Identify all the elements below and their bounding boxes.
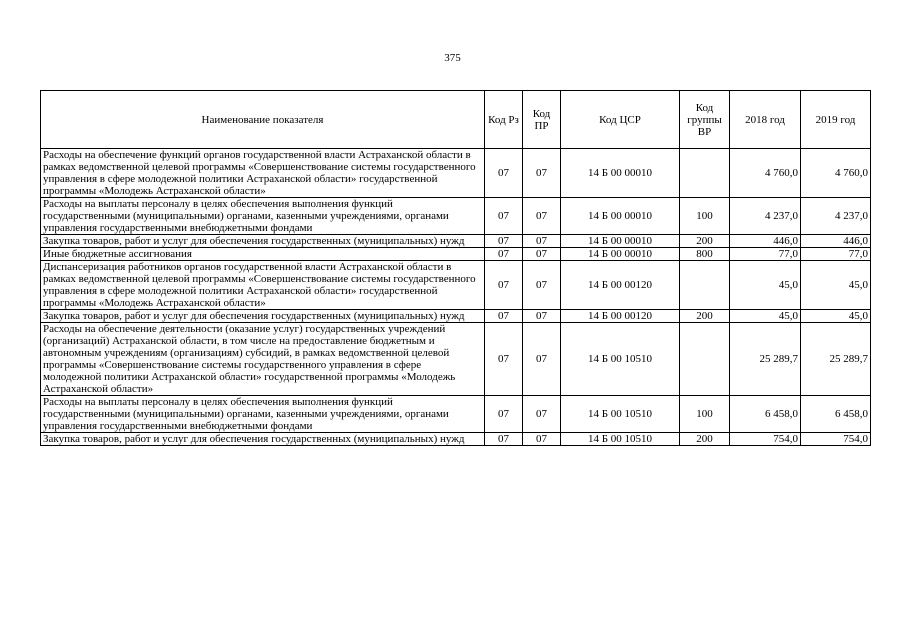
- row-pr: 07: [523, 323, 561, 396]
- header-2019: 2019 год: [801, 91, 871, 149]
- header-csr: Код ЦСР: [561, 91, 680, 149]
- row-pr: 07: [523, 433, 561, 446]
- row-2018: 4 760,0: [730, 149, 801, 198]
- row-csr: 14 Б 00 10510: [561, 323, 680, 396]
- row-rz: 07: [485, 235, 523, 248]
- page-number: 375: [444, 52, 461, 64]
- row-rz: 07: [485, 396, 523, 433]
- row-csr: 14 Б 00 00010: [561, 198, 680, 235]
- row-name: Расходы на обеспечение деятельности (оказание услуг) государственных учреждений (организаций) Астраханской области, в том числе на предоставление бюджетным и автономным учреждениям (организациям) субсидий, в рамках ведомственной целевой программы «Совершенствование системы государственного управления в сфере молодежной политики Астраханской области» государственной программы «Молодежь Астраханской области»: [41, 323, 485, 396]
- table-row: [41, 198, 871, 235]
- header-2018: 2018 год: [730, 91, 801, 149]
- row-name: Расходы на обеспечение функций органов государственной власти Астраханской области в рамках ведомственной целевой программы «Совершенствование системы государственного управления в сфере молодежной политики Астраханской области» государственной программы «Молодежь Астраханской области»: [41, 149, 485, 198]
- row-2018: 77,0: [730, 248, 801, 261]
- header-pr: Код ПР: [523, 91, 561, 149]
- row-2019: 6 458,0: [801, 396, 871, 433]
- row-rz: 07: [485, 248, 523, 261]
- row-name: Диспансеризация работников органов государственной власти Астраханской области в рамках ведомственной целевой программы «Совершенствование системы государственного управления в сфере молодежной политики Астраханской области» государственной программы «Молодежь Астраханской области»: [41, 261, 485, 310]
- budget-table: [40, 90, 871, 446]
- row-csr: 14 Б 00 00120: [561, 261, 680, 310]
- table-row: [41, 433, 871, 446]
- row-2019: 4 237,0: [801, 198, 871, 235]
- row-2018: 6 458,0: [730, 396, 801, 433]
- row-rz: 07: [485, 323, 523, 396]
- row-csr: 14 Б 00 10510: [561, 396, 680, 433]
- table-header-row: [41, 91, 871, 149]
- table-row: [41, 323, 871, 396]
- row-vr: 200: [680, 310, 730, 323]
- row-vr: 200: [680, 433, 730, 446]
- row-rz: 07: [485, 149, 523, 198]
- row-2018: 25 289,7: [730, 323, 801, 396]
- row-2018: 45,0: [730, 310, 801, 323]
- row-pr: 07: [523, 310, 561, 323]
- table-row: [41, 235, 871, 248]
- header-name: Наименование показателя: [41, 91, 485, 149]
- row-vr: [680, 323, 730, 396]
- row-pr: 07: [523, 396, 561, 433]
- header-vr: Код группы ВР: [680, 91, 730, 149]
- table-row: [41, 248, 871, 261]
- row-vr: 100: [680, 198, 730, 235]
- row-rz: 07: [485, 261, 523, 310]
- row-rz: 07: [485, 433, 523, 446]
- row-rz: 07: [485, 310, 523, 323]
- row-name: Закупка товаров, работ и услуг для обеспечения государственных (муниципальных) нужд: [41, 310, 485, 323]
- row-2018: 754,0: [730, 433, 801, 446]
- row-name: Закупка товаров, работ и услуг для обеспечения государственных (муниципальных) нужд: [41, 235, 485, 248]
- row-vr: [680, 149, 730, 198]
- row-name: Расходы на выплаты персоналу в целях обеспечения выполнения функций государственными (муниципальными) органами, казенными учреждениями, органами управления государственными внебюджетными фондами: [41, 198, 485, 235]
- row-vr: [680, 261, 730, 310]
- row-2019: 446,0: [801, 235, 871, 248]
- header-rz: Код Рз: [485, 91, 523, 149]
- row-name: Закупка товаров, работ и услуг для обеспечения государственных (муниципальных) нужд: [41, 433, 485, 446]
- row-pr: 07: [523, 248, 561, 261]
- row-2018: 45,0: [730, 261, 801, 310]
- row-csr: 14 Б 00 10510: [561, 433, 680, 446]
- row-csr: 14 Б 00 00120: [561, 310, 680, 323]
- row-vr: 100: [680, 396, 730, 433]
- row-2019: 45,0: [801, 310, 871, 323]
- row-csr: 14 Б 00 00010: [561, 149, 680, 198]
- row-pr: 07: [523, 261, 561, 310]
- row-rz: 07: [485, 198, 523, 235]
- table-row: [41, 261, 871, 310]
- row-2018: 446,0: [730, 235, 801, 248]
- table-row: [41, 310, 871, 323]
- row-2019: 754,0: [801, 433, 871, 446]
- row-2019: 25 289,7: [801, 323, 871, 396]
- table-row: [41, 396, 871, 433]
- row-name: Иные бюджетные ассигнования: [41, 248, 485, 261]
- row-pr: 07: [523, 198, 561, 235]
- row-name: Расходы на выплаты персоналу в целях обеспечения выполнения функций государственными (муниципальными) органами, казенными учреждениями, органами управления государственными внебюджетными фондами: [41, 396, 485, 433]
- row-pr: 07: [523, 149, 561, 198]
- row-pr: 07: [523, 235, 561, 248]
- row-2018: 4 237,0: [730, 198, 801, 235]
- row-2019: 4 760,0: [801, 149, 871, 198]
- row-2019: 77,0: [801, 248, 871, 261]
- row-csr: 14 Б 00 00010: [561, 235, 680, 248]
- table-row: [41, 149, 871, 198]
- row-2019: 45,0: [801, 261, 871, 310]
- row-csr: 14 Б 00 00010: [561, 248, 680, 261]
- row-vr: 200: [680, 235, 730, 248]
- row-vr: 800: [680, 248, 730, 261]
